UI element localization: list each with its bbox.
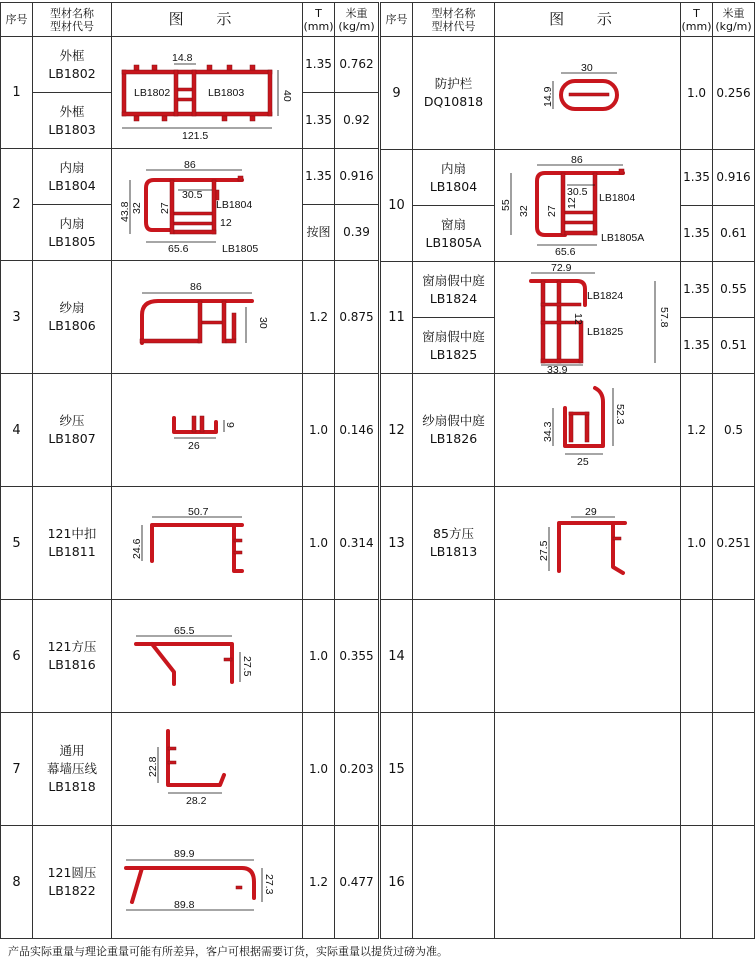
dim-label: 32 <box>518 204 530 217</box>
thickness-cell: 按图 <box>303 205 335 261</box>
seq-cell: 7 <box>1 713 33 826</box>
table-row <box>1 374 379 487</box>
name-cell: 121方压 LB1816 <box>33 600 112 713</box>
profile-lb1813 <box>495 487 681 599</box>
dim-label: 40 <box>281 89 293 102</box>
seq-cell: 1 <box>1 37 33 149</box>
thickness-cell: 1.35 <box>681 318 713 374</box>
profile-lb1802-lb1803 <box>112 38 303 148</box>
dim-label: 28.2 <box>186 795 207 807</box>
figure-cell <box>495 600 681 713</box>
dim-label: 57.8 <box>658 306 670 327</box>
col-weight: 米重 (kg/m) <box>713 3 755 37</box>
weight-cell: 0.251 <box>713 487 755 600</box>
figure-cell <box>112 149 303 261</box>
table-row <box>1 37 379 93</box>
thickness-cell: 1.35 <box>303 37 335 93</box>
dim-label: 24.6 <box>131 538 143 559</box>
profile-lb1804-lb1805 <box>112 150 303 260</box>
name-cell: 纱扇假中庭 LB1826 <box>413 374 495 487</box>
dim-label: 32 <box>131 201 143 214</box>
weight-cell: 0.146 <box>335 374 379 487</box>
left-spec-table <box>0 2 379 939</box>
seq-cell: 5 <box>1 487 33 600</box>
table-row <box>381 600 755 713</box>
dim-label: 86 <box>184 158 196 171</box>
dim-label: 50.7 <box>188 506 209 518</box>
name-cell: 纱扇 LB1806 <box>33 261 112 374</box>
figure-cell <box>112 37 303 149</box>
figure-cell <box>112 600 303 713</box>
figure-cell <box>112 826 303 939</box>
dim-label: 65.5 <box>174 625 195 637</box>
col-seq: 序号 <box>1 3 33 37</box>
dim-label: 89.8 <box>174 899 195 911</box>
thickness-cell: 1.35 <box>681 262 713 318</box>
col-t: T (mm) <box>681 3 713 37</box>
name-cell: 防护栏 DQ10818 <box>413 37 495 150</box>
dim-label: 27 <box>159 201 171 214</box>
dim-label: 89.9 <box>174 848 195 860</box>
table-row <box>381 150 755 206</box>
table-row <box>1 713 379 826</box>
col-figure: 图 示 <box>495 3 681 37</box>
table-row <box>1 600 379 713</box>
weight-cell: 0.355 <box>335 600 379 713</box>
profile-lb1806 <box>112 261 303 373</box>
dim-label: 34.3 <box>542 421 554 442</box>
dim-label: 65.6 <box>168 242 189 255</box>
dim-label: 30.5 <box>182 188 203 201</box>
dim-label: 27.3 <box>263 874 275 895</box>
weight-cell: 0.875 <box>335 261 379 374</box>
code-label: LB1804 <box>216 198 253 211</box>
thickness-cell: 1.2 <box>303 261 335 374</box>
thickness-cell: 1.2 <box>303 826 335 939</box>
figure-cell <box>495 262 681 374</box>
seq-cell: 4 <box>1 374 33 487</box>
thickness-cell <box>681 826 713 939</box>
thickness-cell: 1.0 <box>303 374 335 487</box>
profile-lb1822 <box>112 826 303 938</box>
weight-cell: 0.55 <box>713 262 755 318</box>
header-row <box>1 3 379 37</box>
seq-cell: 11 <box>381 262 413 374</box>
col-figure: 图 示 <box>112 3 303 37</box>
thickness-cell: 1.0 <box>681 37 713 150</box>
profile-lb1818 <box>112 713 303 825</box>
seq-cell: 12 <box>381 374 413 487</box>
figure-cell <box>112 261 303 374</box>
name-cell: 内扇 LB1804 <box>413 150 495 206</box>
right-spec-table <box>380 2 755 939</box>
table-row <box>381 262 755 318</box>
seq-cell: 13 <box>381 487 413 600</box>
code-label: LB1802 <box>134 86 171 99</box>
seq-cell: 6 <box>1 600 33 713</box>
seq-cell: 9 <box>381 37 413 150</box>
dim-label: 121.5 <box>182 129 209 142</box>
code-label: LB1804 <box>599 191 636 204</box>
dim-label: 33.9 <box>547 363 568 373</box>
dim-label: 86 <box>190 281 202 293</box>
profile-lb1804-lb1805a <box>495 151 681 261</box>
col-name: 型材名称 型材代号 <box>413 3 495 37</box>
seq-cell: 3 <box>1 261 33 374</box>
weight-cell: 0.39 <box>335 205 379 261</box>
dim-label: 27 <box>546 204 558 217</box>
dim-label: 12 <box>220 216 232 229</box>
code-label: LB1805A <box>601 231 645 244</box>
weight-cell: 0.61 <box>713 206 755 262</box>
weight-cell <box>713 713 755 826</box>
name-cell <box>413 826 495 939</box>
profile-dq10818 <box>495 37 681 149</box>
table-row <box>381 826 755 939</box>
code-label: LB1825 <box>587 325 624 338</box>
thickness-cell: 1.0 <box>303 487 335 600</box>
weight-cell: 0.477 <box>335 826 379 939</box>
dim-label: 25 <box>577 456 589 468</box>
figure-cell <box>112 374 303 487</box>
seq-cell: 10 <box>381 150 413 262</box>
table-row <box>381 713 755 826</box>
profile-lb1824-lb1825 <box>495 263 681 373</box>
dim-label: 55 <box>500 198 512 211</box>
profile-lb1811 <box>112 487 303 599</box>
name-cell: 外框 LB1803 <box>33 93 112 149</box>
figure-cell <box>112 487 303 600</box>
figure-cell <box>495 713 681 826</box>
name-cell: 窗扇假中庭 LB1825 <box>413 318 495 374</box>
figure-cell <box>495 487 681 600</box>
weight-cell: 0.916 <box>335 149 379 205</box>
name-cell: 外框 LB1802 <box>33 37 112 93</box>
dim-label: 27.5 <box>241 656 253 677</box>
weight-cell: 0.92 <box>335 93 379 149</box>
profile-lb1816 <box>112 600 303 712</box>
table-row <box>381 37 755 150</box>
name-cell: 121圆压 LB1822 <box>33 826 112 939</box>
name-cell: 121中扣 LB1811 <box>33 487 112 600</box>
name-cell: 内扇 LB1805 <box>33 205 112 261</box>
weight-cell: 0.256 <box>713 37 755 150</box>
dim-label: 22.8 <box>147 756 159 777</box>
code-label: LB1824 <box>587 289 624 302</box>
table-row <box>381 374 755 487</box>
dim-label: 72.9 <box>551 262 572 274</box>
thickness-cell <box>681 600 713 713</box>
code-label: LB1803 <box>208 86 245 99</box>
table-row <box>1 487 379 600</box>
table-row <box>381 487 755 600</box>
name-cell: 85方压 LB1813 <box>413 487 495 600</box>
dim-label: 29 <box>585 506 597 518</box>
header-row <box>381 3 755 37</box>
col-t: T (mm) <box>303 3 335 37</box>
dim-label: 14.8 <box>172 51 193 64</box>
figure-cell <box>495 826 681 939</box>
dim-label: 30.5 <box>567 185 588 198</box>
figure-cell <box>495 37 681 150</box>
dim-label: 9 <box>224 422 236 428</box>
name-cell: 窗扇假中庭 LB1824 <box>413 262 495 318</box>
col-name: 型材名称 型材代号 <box>33 3 112 37</box>
thickness-cell: 1.35 <box>681 150 713 206</box>
table-row <box>1 261 379 374</box>
name-cell <box>413 600 495 713</box>
dim-label: 30 <box>257 317 269 329</box>
dim-label: 86 <box>571 153 583 166</box>
figure-cell <box>495 374 681 487</box>
thickness-cell: 1.35 <box>303 93 335 149</box>
name-cell: 通用 幕墙压线 LB1818 <box>33 713 112 826</box>
dim-label: 52.3 <box>614 404 626 425</box>
thickness-cell: 1.0 <box>303 600 335 713</box>
weight-cell <box>713 826 755 939</box>
col-weight: 米重 (kg/m) <box>335 3 379 37</box>
seq-cell: 8 <box>1 826 33 939</box>
table-row <box>1 149 379 205</box>
seq-cell: 15 <box>381 713 413 826</box>
col-seq: 序号 <box>381 3 413 37</box>
name-cell: 窗扇 LB1805A <box>413 206 495 262</box>
weight-cell: 0.762 <box>335 37 379 93</box>
weight-cell: 0.916 <box>713 150 755 206</box>
thickness-cell <box>681 713 713 826</box>
thickness-cell: 1.35 <box>681 206 713 262</box>
figure-cell <box>495 150 681 262</box>
dim-label: 14.9 <box>542 86 554 107</box>
footnote: 产品实际重量与理论重量可能有所差异，客户可根据需要订货，实际重量以提货过磅为准。 <box>8 945 448 958</box>
profile-lb1807 <box>112 374 303 486</box>
thickness-cell: 1.0 <box>681 487 713 600</box>
name-cell: 纱压 LB1807 <box>33 374 112 487</box>
seq-cell: 2 <box>1 149 33 261</box>
table-row <box>1 826 379 939</box>
dim-label: 26 <box>188 440 200 452</box>
weight-cell: 0.314 <box>335 487 379 600</box>
weight-cell: 0.51 <box>713 318 755 374</box>
figure-cell <box>112 713 303 826</box>
dim-label: 65.6 <box>555 245 576 258</box>
weight-cell: 0.203 <box>335 713 379 826</box>
seq-cell: 14 <box>381 600 413 713</box>
thickness-cell: 1.2 <box>681 374 713 487</box>
thickness-cell: 1.0 <box>303 713 335 826</box>
dim-label: 12 <box>566 196 578 209</box>
name-cell <box>413 713 495 826</box>
seq-cell: 16 <box>381 826 413 939</box>
dim-label: 27.5 <box>538 540 550 561</box>
dim-label: 12 <box>572 312 584 325</box>
thickness-cell: 1.35 <box>303 149 335 205</box>
code-label: LB1805 <box>222 242 259 255</box>
dim-label: 30 <box>581 62 593 74</box>
weight-cell: 0.5 <box>713 374 755 487</box>
name-cell: 内扇 LB1804 <box>33 149 112 205</box>
dim-label: 43.8 <box>119 201 131 222</box>
weight-cell <box>713 600 755 713</box>
profile-lb1826 <box>495 374 681 486</box>
